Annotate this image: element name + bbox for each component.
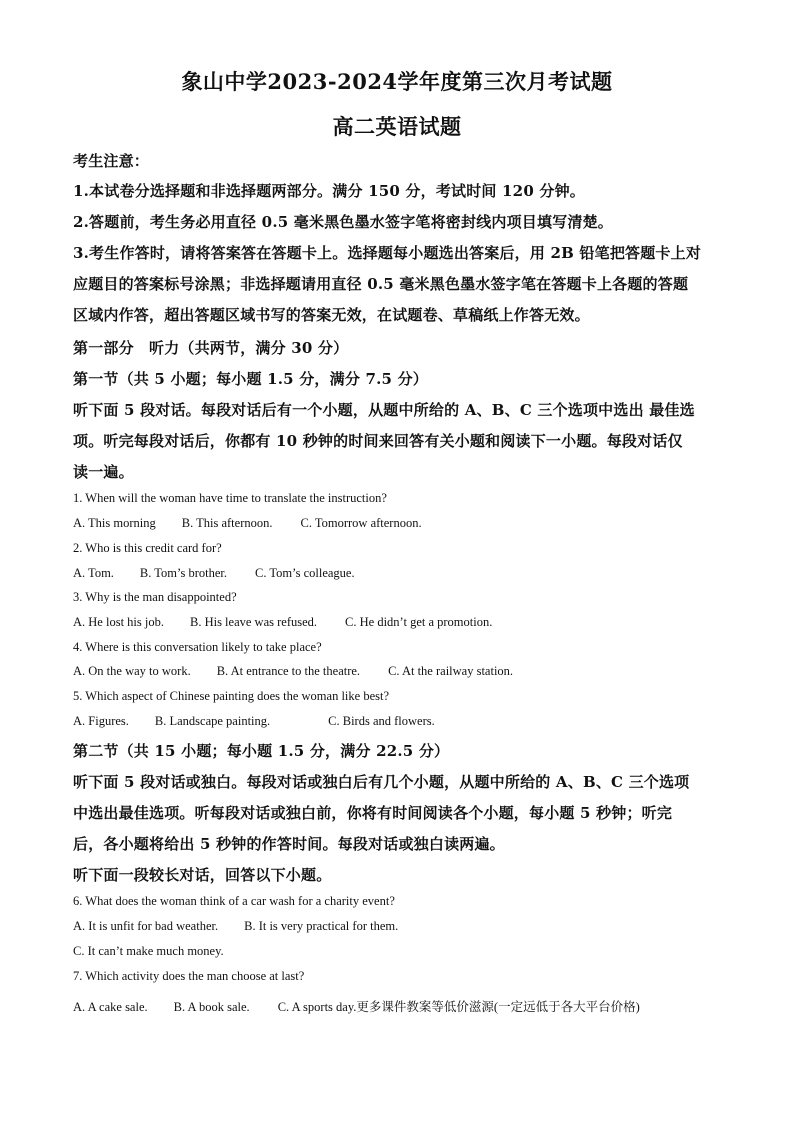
question-options	[73, 714, 435, 729]
option-b: B. Tom’s brother.	[139, 566, 228, 580]
exam-title: 象山中学2023-2024学年度第三次月考试题	[181, 69, 613, 94]
option-c: C. Tomorrow afternoon.	[300, 516, 422, 530]
section2-lead: 听下面一段较长对话，回答以下小题。	[73, 866, 332, 884]
option-b: B. This afternoon.	[181, 516, 273, 530]
question-text: 7. Which activity does the man choose at last?	[73, 969, 305, 983]
promo-text: 更多课件教案等低价滋源(一定远低于各大平台价格)	[356, 1000, 640, 1014]
section1-instruction: 项。听完每段对话后，你都有 10 秒钟的时间来回答有关小题和阅读下一小题。每段对话仅	[73, 432, 683, 450]
option-a: A. A cake sale.	[73, 1000, 148, 1014]
notice-heading: 考生注意：	[73, 152, 150, 170]
option-c: C. At the railway station.	[388, 664, 514, 678]
option-a: A. He lost his job.	[73, 615, 164, 629]
question-options	[73, 919, 398, 934]
option-a: A. Tom.	[73, 566, 114, 580]
question-text: 6. What does the woman think of a car wash for a charity event?	[73, 894, 395, 908]
question-text: 2. Who is this credit card for?	[73, 541, 222, 555]
option-b: B. At entrance to the theatre.	[216, 664, 361, 678]
option-a: A. This morning	[73, 516, 156, 530]
question-text: 4. Where is this conversation likely to take place?	[73, 640, 322, 654]
option-b: B. A book sale.	[173, 1000, 250, 1014]
notice-line: 应题目的答案标号涂黑；非选择题请用直径 0.5 毫米黑色墨水签字笔在答题卡上各题的答题	[73, 275, 689, 293]
question-options	[73, 997, 640, 1015]
question-text: 5. Which aspect of Chinese painting does the woman like best?	[73, 689, 390, 703]
notice-line: 3.考生作答时，请将答案答在答题卡上。选择题每小题选出答案后，用 2B 铅笔把答题卡上对	[73, 244, 702, 262]
notice-line: 2.答题前，考生务必用直径 0.5 毫米黑色墨水签字笔将密封线内项目填写清楚。	[73, 213, 614, 231]
section2-heading: 第二节（共 15 小题；每小题 1.5 分，满分 22.5 分）	[73, 742, 450, 760]
option-b: B. It is very practical for them.	[244, 919, 399, 933]
option-a: A. Figures.	[73, 714, 129, 728]
question-text: 3. Why is the man disappointed?	[73, 590, 237, 604]
question-text: 1. When will the woman have time to translate the instruction?	[73, 491, 387, 505]
option-c: C. Tom’s colleague.	[255, 566, 355, 580]
section2-instruction: 后，各小题将给出 5 秒钟的作答时间。每段对话或独白读两遍。	[73, 835, 505, 853]
exam-subtitle: 高二英语试题	[332, 114, 462, 139]
notice-line: 区域内作答，超出答题区域书写的答案无效，在试题卷、草稿纸上作答无效。	[73, 306, 590, 324]
section1-instruction: 听下面 5 段对话。每段对话后有一个小题，从题中所给的 A、B、C 三个选项中选出 最佳选	[73, 401, 695, 419]
option-c: C. A sports day.	[277, 1000, 357, 1014]
option-c: C. Birds and flowers.	[328, 714, 435, 728]
part1-heading: 第一部分 听力（共两节，满分 30 分）	[73, 339, 349, 357]
option-a: A. It is unfit for bad weather.	[73, 919, 219, 933]
section2-instruction: 听下面 5 段对话或独白。每段对话或独白后有几个小题，从题中所给的 A、B、C 三个选项	[73, 773, 690, 791]
section2-instruction: 中选出最佳选项。听每段对话或独白前，你将有时间阅读各个小题，每小题 5 秒钟；听完	[73, 804, 673, 822]
option-b: B. His leave was refused.	[189, 615, 318, 629]
notice-line: 1.本试卷分选择题和非选择题两部分。满分 150 分，考试时间 120 分钟。	[73, 182, 585, 200]
option-c: C. It can’t make much money.	[73, 944, 224, 958]
section1-instruction: 读一遍。	[73, 463, 134, 481]
option-c: C. He didn’t get a promotion.	[345, 615, 493, 629]
question-options	[73, 664, 513, 679]
option-a: A. On the way to work.	[73, 664, 191, 678]
question-options	[73, 516, 422, 531]
question-options	[73, 615, 492, 630]
option-b: B. Landscape painting.	[154, 714, 271, 728]
question-options	[73, 566, 355, 581]
section1-heading: 第一节（共 5 小题；每小题 1.5 分，满分 7.5 分）	[73, 370, 428, 388]
